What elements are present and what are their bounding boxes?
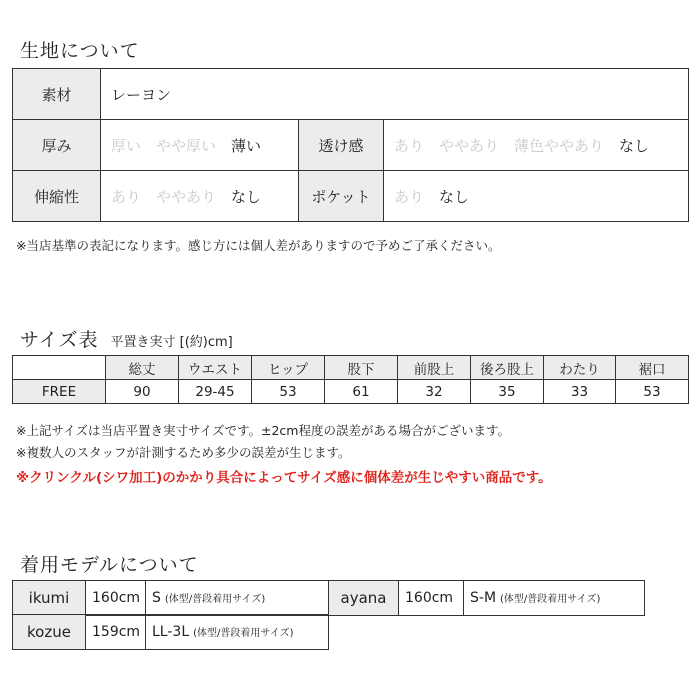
thickness-label: 厚み: [13, 120, 101, 171]
model-height: 160cm: [86, 581, 146, 616]
size-header-back-rise: 後ろ股上: [471, 356, 544, 380]
size-row-free: [13, 380, 689, 404]
sheer-option-none: なし: [619, 136, 650, 155]
model-size-value: S-M: [470, 590, 497, 606]
model-name: kozue: [13, 615, 86, 650]
model-size: [146, 615, 329, 650]
model-size-value: LL-3L: [152, 624, 190, 640]
size-header-waist: ウエスト: [179, 356, 252, 380]
size-note-1: ※上記サイズは当店平置き実寸サイズです。±2cm程度の誤差がある場合がございます。: [16, 423, 510, 438]
sheer-option-yes: あり: [394, 136, 425, 155]
stretch-pocket-row: [13, 171, 689, 222]
size-cell-inseam: 61: [325, 380, 398, 404]
size-header-total-length: 総丈: [106, 356, 179, 380]
size-heading-title: サイズ表: [20, 329, 99, 351]
size-header-inseam: 股下: [325, 356, 398, 380]
model-height: 159cm: [86, 615, 146, 650]
model-size-note: (体型/普段着用サイズ): [500, 594, 601, 605]
size-header-thigh: わたり: [544, 356, 616, 380]
stretch-option-none: なし: [231, 187, 262, 206]
size-warning: ※クリンクル(シワ加工)のかかり具合によってサイズ感に個体差が生じやすい商品です。: [16, 470, 552, 486]
stretch-option-slightly: ややあり: [156, 187, 217, 206]
model-row: [13, 615, 329, 650]
model-table-kozue: [12, 614, 329, 650]
size-header-hem: 裾口: [616, 356, 689, 380]
size-cell-hip: 53: [252, 380, 325, 404]
fabric-table: [12, 68, 689, 222]
size-cell-thigh: 33: [544, 380, 616, 404]
stretch-option-yes: あり: [111, 187, 142, 206]
material-row: [13, 69, 689, 120]
pocket-option-none: なし: [439, 187, 470, 206]
model-size-value: S: [152, 590, 161, 606]
thickness-options: [101, 120, 299, 171]
model-table-ayana: [328, 580, 645, 616]
model-size: [146, 581, 329, 616]
fabric-note: ※当店基準の表記になります。感じ方には個人差がありますので予めご了承ください。: [16, 238, 501, 253]
model-table-ikumi: [12, 580, 329, 616]
size-cell-hem: 53: [616, 380, 689, 404]
size-cell-front-rise: 32: [398, 380, 471, 404]
thickness-option-slightly-thick: やや厚い: [156, 136, 217, 155]
fabric-heading: 生地について: [20, 40, 140, 62]
model-size: [464, 581, 645, 616]
size-header-hip: ヒップ: [252, 356, 325, 380]
material-label: 素材: [13, 69, 101, 120]
pocket-label: ポケット: [299, 171, 384, 222]
sheer-option-light-colors: 薄色ややあり: [514, 136, 605, 155]
model-heading: 着用モデルについて: [20, 554, 199, 576]
stretch-options: [101, 171, 299, 222]
thickness-option-thin: 薄い: [231, 136, 262, 155]
size-header-row: [13, 356, 689, 380]
model-name: ikumi: [13, 581, 86, 616]
model-size-note: (体型/普段着用サイズ): [193, 628, 294, 639]
size-header-front-rise: 前股上: [398, 356, 471, 380]
size-cell-total-length: 90: [106, 380, 179, 404]
size-header-blank: [13, 356, 106, 380]
size-note-2: ※複数人のスタッフが計測するため多少の誤差が生じます。: [16, 445, 351, 460]
model-height: 160cm: [399, 581, 464, 616]
size-heading: [20, 325, 233, 352]
stretch-label: 伸縮性: [13, 171, 101, 222]
size-cell-waist: 29-45: [179, 380, 252, 404]
material-value: レーヨン: [101, 69, 689, 120]
size-heading-subtitle: 平置き実寸 [(約)cm]: [110, 335, 233, 350]
model-row: [13, 581, 329, 616]
thickness-sheer-row: [13, 120, 689, 171]
size-table: [12, 355, 689, 404]
pocket-options: [384, 171, 689, 222]
size-cell-label: FREE: [13, 380, 106, 404]
sheer-options: [384, 120, 689, 171]
model-name: ayana: [329, 581, 399, 616]
thickness-option-thick: 厚い: [111, 136, 142, 155]
model-size-note: (体型/普段着用サイズ): [164, 594, 266, 605]
model-row: [329, 581, 645, 616]
sheer-option-slightly: ややあり: [439, 136, 500, 155]
pocket-option-yes: あり: [394, 187, 425, 206]
sheer-label: 透け感: [299, 120, 384, 171]
size-cell-back-rise: 35: [471, 380, 544, 404]
